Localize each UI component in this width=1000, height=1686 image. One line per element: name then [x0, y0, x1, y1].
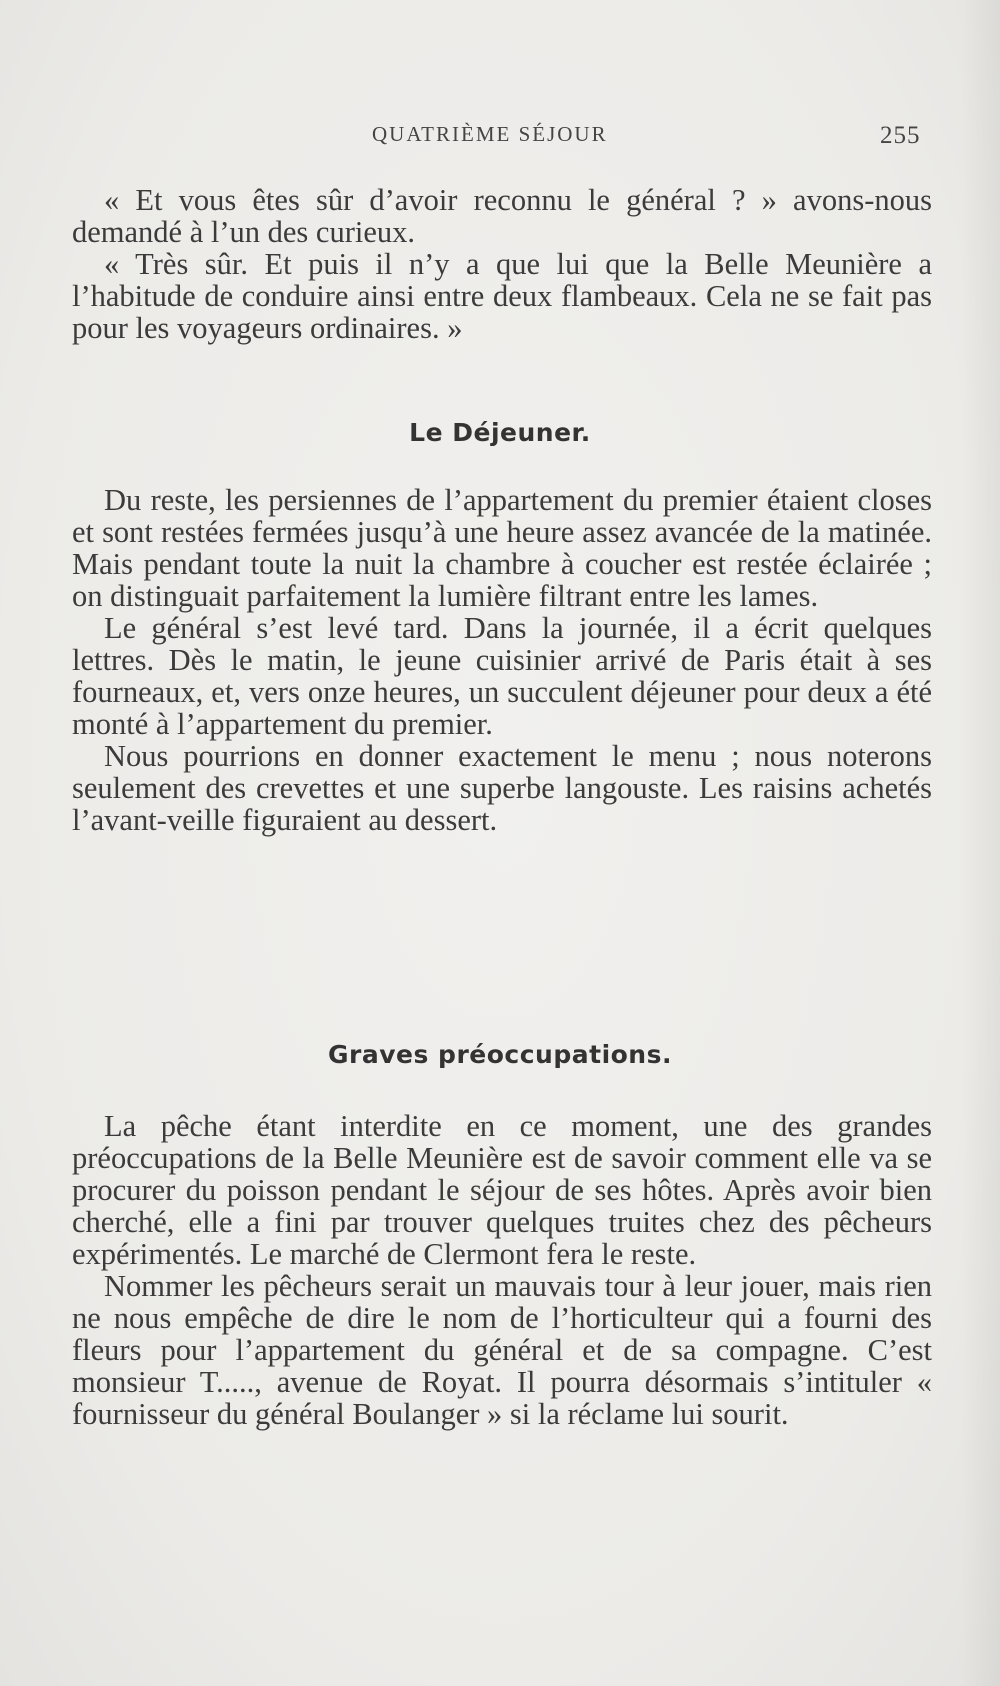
paragraph: « Très sûr. Et puis il n’y a que lui que la Belle Meunière a l’habitude de conduire ainsi entre deux flambeaux. Cela ne se fait pas pour les voyageurs ordinaires. » — [72, 247, 932, 345]
running-title: QUATRIÈME SÉJOUR — [372, 122, 608, 146]
running-head — [0, 122, 1000, 156]
paragraph: « Et vous êtes sûr d’avoir reconnu le général ? » avons-nous demandé à l’un des curieux. — [72, 183, 932, 249]
dejeuner-text — [72, 484, 932, 836]
paragraph: Du reste, les persiennes de l’appartement du premier étaient closes et sont restées fermées jusqu’à une heure assez avancée de la matinée. Mais pendant toute la nuit la chambre à coucher est restée éclairée ; on distinguait parfaitement la lumière filtrant entre les lames. — [72, 483, 932, 613]
section-heading-preoccupations: Graves préoccupations. — [328, 1040, 672, 1069]
page-edge-shadow — [960, 0, 1000, 1686]
intro-text — [72, 184, 932, 344]
paragraph: La pêche étant interdite en ce moment, une des grandes préoccupations de la Belle Meunière est de savoir comment elle va se procurer du poisson pendant le séjour de ses hôtes. Après avoir bien cherché, elle a fini par trouver quelques truites chez des pêcheurs expérimentés. Le marché de Clermont fera le reste. — [72, 1109, 932, 1271]
paragraph: Le général s’est levé tard. Dans la journée, il a écrit quelques lettres. Dès le matin, le jeune cuisinier arrivé de Paris était à ses fourneaux, et, vers onze heures, un succulent déjeuner pour deux a été monté à l’appartement du premier. — [72, 611, 932, 741]
page-number: 255 — [880, 122, 921, 149]
paragraph: Nommer les pêcheurs serait un mauvais tour à leur jouer, mais rien ne nous empêche de dire le nom de l’horticulteur qui a fourni des fleurs pour l’appartement du général et de sa compagne. C’est monsieur T....., avenue de Royat. Il pourra désormais s’intituler « fournisseur du général Boulanger » si la réclame lui sourit. — [72, 1269, 932, 1431]
preoccupations-text — [72, 1110, 932, 1430]
section-heading-dejeuner: Le Déjeuner. — [409, 418, 591, 447]
paragraph: Nous pourrions en donner exactement le menu ; nous noterons seulement des crevettes et une superbe langouste. Les raisins achetés l’avant-veille figuraient au dessert. — [72, 739, 932, 837]
